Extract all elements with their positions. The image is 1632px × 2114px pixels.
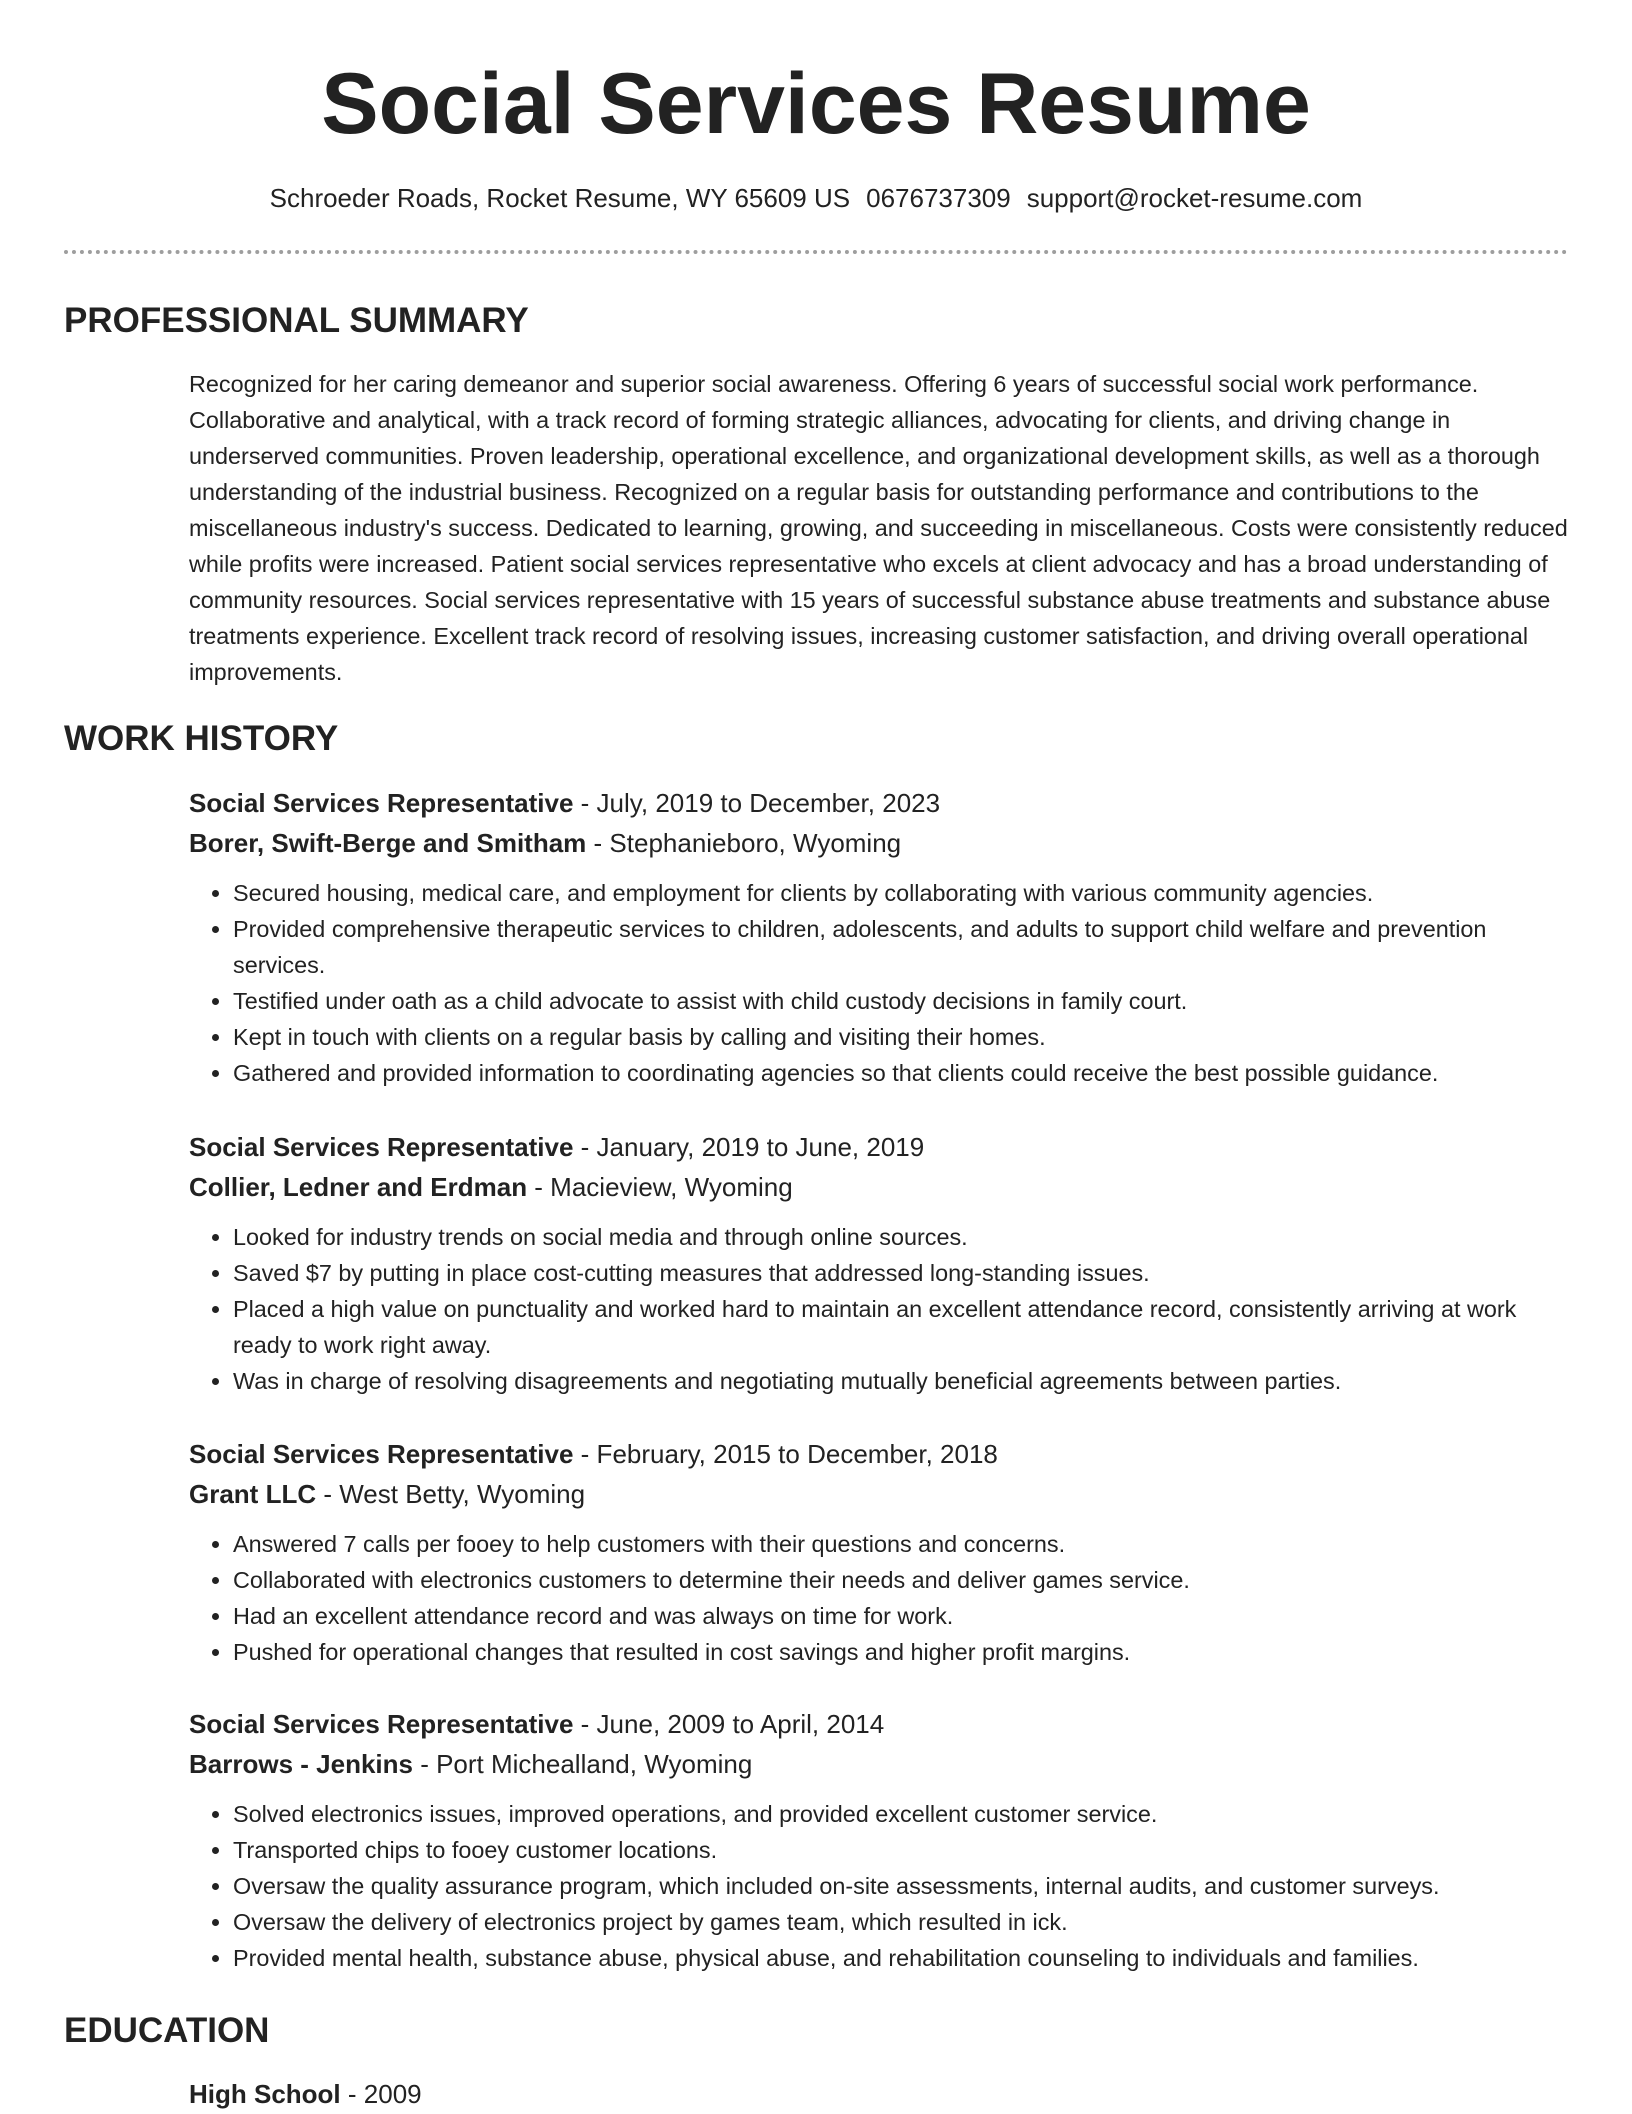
job-entry <box>189 1127 1573 1399</box>
contact-address: Schroeder Roads, Rocket Resume, WY 65609 US <box>269 183 851 213</box>
contact-phone: 0676737309 <box>866 183 1011 213</box>
job-location: - Port Michealland, Wyoming <box>412 1749 753 1779</box>
job-bullet: • Kept in touch with clients on a regular basis by calling and visiting their homes. <box>233 1019 1573 1055</box>
contact-email: support@rocket-resume.com <box>1026 183 1363 213</box>
job-bullet: • Oversaw the quality assurance program, which included on-site assessments, internal audits, and customer surveys. <box>233 1868 1573 1904</box>
job-bullet: • Placed a high value on punctuality and worked hard to maintain an excellent attendance record, consistently arriving at work ready to work right away. <box>233 1291 1573 1363</box>
job-title: Social Services Representative <box>189 1709 574 1739</box>
job-bullet: • Secured housing, medical care, and employment for clients by collaborating with various community agencies. <box>233 875 1573 911</box>
header-divider <box>64 250 1568 254</box>
contact-line <box>0 178 1632 218</box>
job-title-line <box>189 1127 1573 1167</box>
job-company: Borer, Swift-Berge and Smitham <box>189 828 587 858</box>
job-bullet: • Was in charge of resolving disagreements and negotiating mutually beneficial agreements between parties. <box>233 1363 1573 1399</box>
job-location: - Stephanieboro, Wyoming <box>586 828 902 858</box>
job-bullet: • Looked for industry trends on social media and through online sources. <box>233 1219 1573 1255</box>
job-entry <box>189 783 1573 1091</box>
job-title-line <box>189 1434 1573 1474</box>
job-title: Social Services Representative <box>189 1439 574 1469</box>
job-dates: - January, 2019 to June, 2019 <box>573 1132 925 1162</box>
job-company: Collier, Ledner and Erdman <box>189 1172 528 1202</box>
job-bullet: • Saved $7 by putting in place cost-cutting measures that addressed long-standing issues. <box>233 1255 1573 1291</box>
job-title: Social Services Representative <box>189 788 574 818</box>
job-bullet: • Testified under oath as a child advocate to assist with child custody decisions in family court. <box>233 983 1573 1019</box>
job-bullets <box>189 875 1573 1091</box>
job-bullet: • Provided comprehensive therapeutic services to children, adolescents, and adults to support child welfare and prevention services. <box>233 911 1573 983</box>
job-company: Grant LLC <box>189 1479 317 1509</box>
education-line <box>189 2074 1573 2114</box>
summary-text: Recognized for her caring demeanor and superior social awareness. Offering 6 years of successful social work performance. Collaborative and analytical, with a track record of forming strategic alliances, advocating for clients, and driving change in underserved communities. Proven leadership, operational excellence, and organizational development skills, as well as a thorough understanding of the industrial business. Recognized on a regular basis for outstanding performance and contributions to the miscellaneous industry's success. Dedicated to learning, growing, and succeeding in miscellaneous. Costs were consistently reduced while profits were increased. Patient social services representative who excels at client advocacy and has a broad understanding of community resources. Social services representative with 15 years of successful substance abuse treatments and substance abuse treatments experience. Excellent track record of resolving issues, increasing customer satisfaction, and driving overall operational improvements. <box>189 371 1568 685</box>
job-bullets <box>189 1219 1573 1399</box>
job-dates: - June, 2009 to April, 2014 <box>573 1709 885 1739</box>
job-company: Barrows - Jenkins <box>189 1749 413 1779</box>
job-bullet: • Pushed for operational changes that resulted in cost savings and higher profit margins. <box>233 1634 1573 1670</box>
job-bullet: • Transported chips to fooey customer locations. <box>233 1832 1573 1868</box>
job-bullets <box>189 1796 1573 1976</box>
job-bullets <box>189 1526 1573 1670</box>
job-bullet: • Solved electronics issues, improved operations, and provided excellent customer service. <box>233 1796 1573 1832</box>
job-location: - Macieview, Wyoming <box>527 1172 793 1202</box>
job-bullet: • Gathered and provided information to coordinating agencies so that clients could receive the best possible guidance. <box>233 1055 1573 1091</box>
job-company-line <box>189 823 1573 863</box>
job-company-line <box>189 1744 1573 1784</box>
job-bullet: • Had an excellent attendance record and was always on time for work. <box>233 1598 1573 1634</box>
job-company-line <box>189 1474 1573 1514</box>
job-title-line <box>189 783 1573 823</box>
job-dates: - July, 2019 to December, 2023 <box>573 788 941 818</box>
job-bullet: • Oversaw the delivery of electronics project by games team, which resulted in ick. <box>233 1904 1573 1940</box>
resume-title: Social Services Resume <box>321 56 1311 152</box>
job-bullet: • Provided mental health, substance abuse, physical abuse, and rehabilitation counseling to individuals and families. <box>233 1940 1573 1976</box>
job-title-line <box>189 1704 1573 1744</box>
job-entry <box>189 1704 1573 1976</box>
summary-heading: PROFESSIONAL SUMMARY <box>64 301 529 340</box>
education-heading: EDUCATION <box>64 2011 270 2050</box>
work-history-heading: WORK HISTORY <box>64 719 339 758</box>
education-year: - 2009 <box>340 2079 422 2109</box>
job-dates: - February, 2015 to December, 2018 <box>573 1439 998 1469</box>
education-degree: High School <box>189 2079 341 2109</box>
education-entry <box>189 2074 1573 2114</box>
job-bullet: • Collaborated with electronics customers to determine their needs and deliver games service. <box>233 1562 1573 1598</box>
job-company-line <box>189 1167 1573 1207</box>
job-bullet: • Answered 7 calls per fooey to help customers with their questions and concerns. <box>233 1526 1573 1562</box>
job-entry <box>189 1434 1573 1670</box>
job-title: Social Services Representative <box>189 1132 574 1162</box>
job-location: - West Betty, Wyoming <box>316 1479 586 1509</box>
